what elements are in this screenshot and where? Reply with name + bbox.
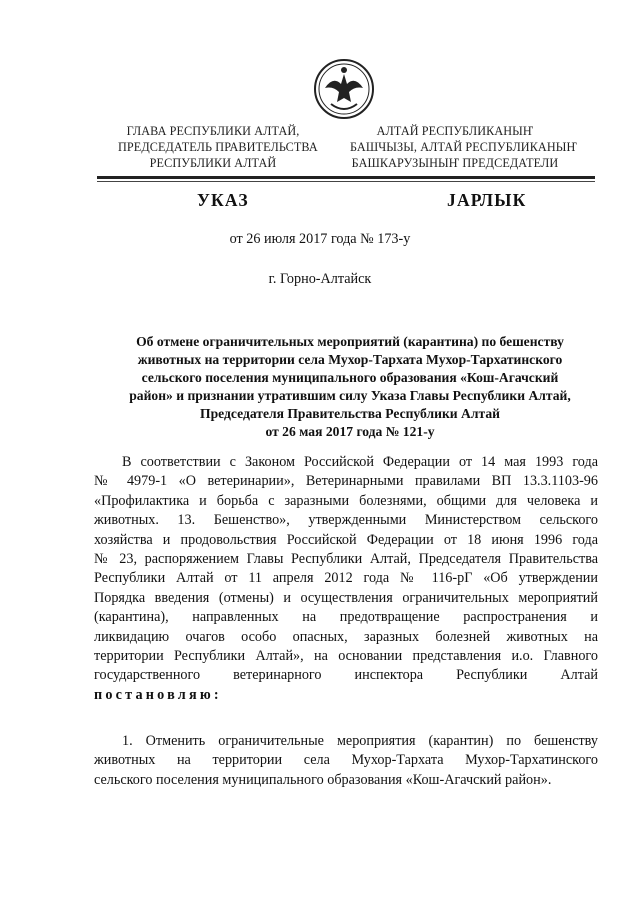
body-line: сельского поселения муниципального образования «Кош-Агачский район».: [94, 771, 552, 788]
item-1-paragraph: [94, 732, 598, 790]
subject-line: район» и признании утратившим силу Указа Главы Республики Алтай,: [129, 388, 571, 403]
body-line: хозяйства и продовольствия Российской Федерации от 18 июня 1996 года: [94, 531, 598, 548]
header-divider-thick: [97, 176, 595, 179]
subject-line: животных на территории села Мухор-Тархата Мухор-Тархатинского: [137, 352, 563, 367]
body-line: территории Республики Алтай», на основании представления и.о. Главного: [94, 647, 598, 664]
header-right-line: АЛТАЙ РЕСПУБЛИКАНЫҤ: [376, 124, 534, 138]
subject-line: от 26 мая 2017 года № 121-у: [265, 424, 435, 439]
body-line: Порядка введения (отмены) и осуществления ограничительных мероприятий: [94, 589, 598, 606]
document-city: г. Горно-Алтайск: [268, 271, 372, 287]
body-line: (карантина), направленных на предотвращение распространения и: [94, 609, 598, 626]
document-subject: [100, 333, 600, 441]
header-left-line: ГЛАВА РЕСПУБЛИКИ АЛТАЙ,: [126, 124, 300, 138]
document-title-alt: ЈАРЛЫК: [447, 190, 527, 210]
body-line: животных на территории села Мухор-Тархата Мухор-Тархатинского: [94, 752, 598, 769]
body-line: Республики Алтай от 11 апреля 2012 года № 116-рГ «Об утверждении: [94, 570, 598, 587]
subject-line: Об отмене ограничительных мероприятий (карантина) по бешенству: [136, 334, 564, 349]
subject-line: Председателя Правительства Республики Алтай: [200, 406, 500, 421]
header-left-line: ПРЕДСЕДАТЕЛЬ ПРАВИТЕЛЬСТВА: [118, 140, 318, 154]
header-right-block: [350, 123, 577, 171]
header-divider-thin: [97, 181, 595, 182]
altai-republic-emblem-icon: [313, 58, 375, 120]
body-line: ликвидацию очагов особо опасных, заразных болезней животных на: [94, 628, 598, 645]
body-line: «Профилактика и борьба с заразными болезнями, общими для человека и: [94, 492, 598, 509]
header-right-line: БАШКАРУЗЫНЫҤ ПРЕДСЕДАТЕЛИ: [351, 156, 559, 170]
header-left-block: [118, 123, 318, 171]
body-line: № 4979-1 «О ветеринарии», Ветеринарными правилами ВП 13.3.1103-96: [94, 473, 598, 490]
header-right-line: БАШЧЫЗЫ, АЛТАЙ РЕСПУБЛИКАНЫҤ: [350, 140, 577, 154]
body-line: государственного ветеринарного инспектора Республики Алтай: [94, 667, 598, 684]
body-line: В соответствии с Законом Российской Федерации от 14 мая 1993 года: [122, 454, 598, 470]
body-line: № 23, распоряжением Главы Республики Алтай, Председателя Правительства: [94, 550, 598, 567]
body-line: животных. 13. Бешенство», утвержденными Министерством сельского: [94, 512, 598, 529]
subject-line: сельского поселения муниципального образования «Кош-Агачский: [141, 370, 559, 385]
document-title-ru: УКАЗ: [197, 190, 249, 210]
preamble-paragraph: [94, 453, 598, 705]
body-line: 1. Отменить ограничительные мероприятия (карантин) по бешенству: [122, 733, 598, 749]
resolve-word: постановляю:: [94, 686, 222, 703]
document-date-number: от 26 июля 2017 года № 173-у: [229, 231, 411, 247]
header-left-line: РЕСПУБЛИКИ АЛТАЙ: [149, 156, 277, 170]
